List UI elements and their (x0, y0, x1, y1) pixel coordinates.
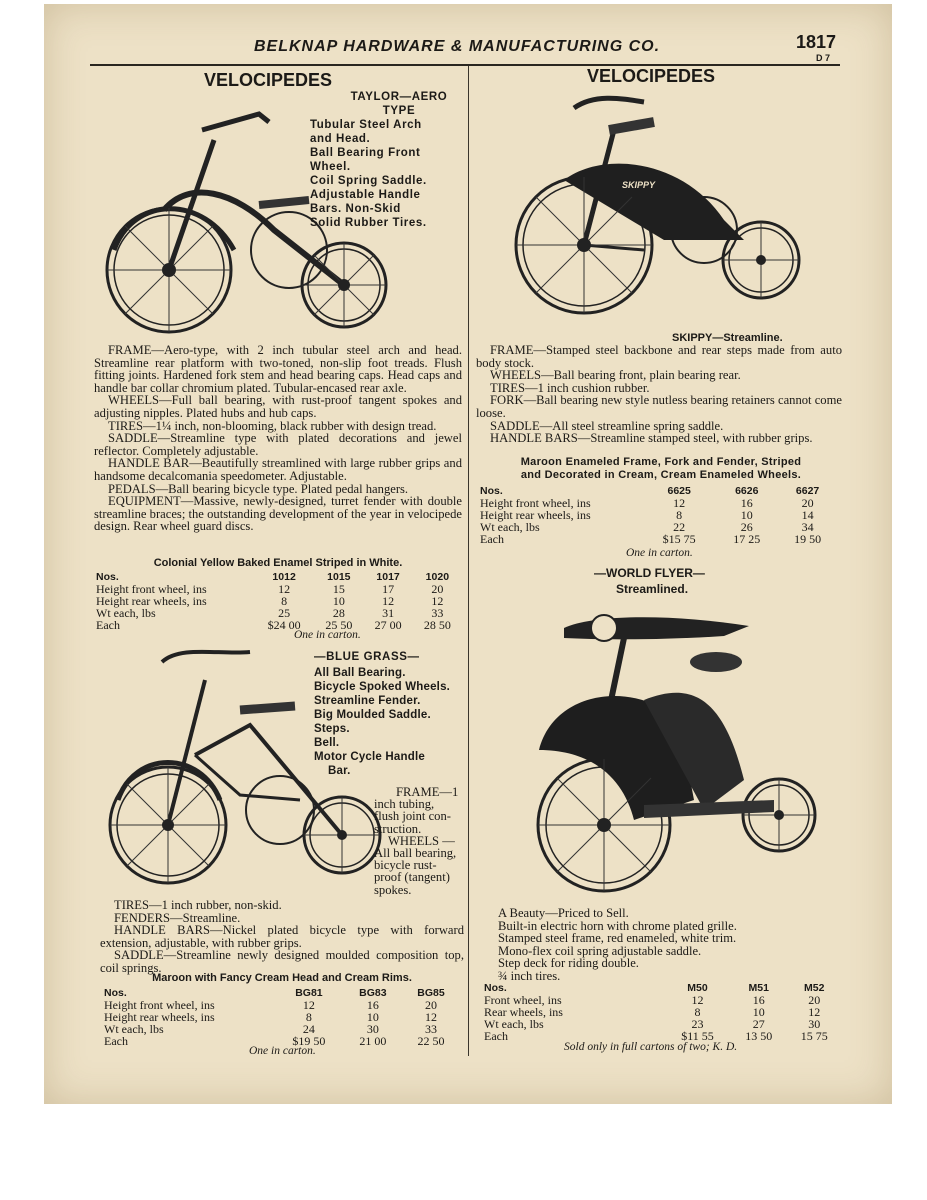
table-row: Nos. 6625 6626 6627 (480, 485, 820, 497)
page-number: 1817 (796, 32, 837, 52)
skippy-note: One in carton. (626, 547, 693, 559)
skippy-tricycle-illustration (514, 90, 804, 320)
taylor-price-table (96, 571, 462, 631)
table-row: Nos. BG81 BG83 BG85 (104, 987, 445, 999)
table-row: Each $11 55 13 50 15 75 (484, 1029, 828, 1043)
page-code: D 7 (816, 53, 831, 63)
table-row: Height rear wheels, ins 8 10 14 (480, 508, 814, 522)
table-row: Height front wheel, ins 12 16 20 (104, 998, 437, 1012)
table-row: Each $24 00 25 50 27 00 28 50 (96, 618, 451, 632)
world-flyer-tricycle-illustration (494, 600, 814, 905)
bluegrass-finish: Maroon with Fancy Cream Head and Cream Rims. (152, 972, 412, 984)
bluegrass-features: All Ball Bearing. Bicycle Spoked Wheels. Streamline Fender. Big Moulded Saddle. Steps. Bell. Motor Cycle Handle Bar. (314, 667, 451, 777)
taylor-features: Tubular Steel Arch and Head. Ball Bearing Front Wheel. Coil Spring Saddle. Adjustable Handle Bars. Non-Skid Solid Rubber Tires. (310, 119, 427, 229)
table-row: Wt each, lbs 24 30 33 (104, 1022, 437, 1036)
header-rule (90, 64, 840, 66)
company-header: BELKNAP HARDWARE & MANUFACTURING CO. (254, 38, 661, 55)
table-row: Height rear wheels, ins 8 10 12 (104, 1010, 437, 1024)
worldflyer-specs: A Beauty—Priced to Sell. Built-in electric horn with chrome plated grille. Stamped steel frame, red enameled, white trim. Mono-flex coil spring adjustable saddle. Step deck for riding double. ¾ inch tires. (498, 906, 737, 983)
worldflyer-note: Sold only in full cartons of two; K. D. (564, 1041, 738, 1053)
column-divider (468, 66, 469, 1056)
bluegrass-specs: TIRES—1 inch rubber, non-skid. FENDERS—Streamline. HANDLE BARS—Nickel plated bicycle type with forward extension, adjustable, with rubber grips. SADDLE—Streamline newly designed moulded composition top, coil springs. (100, 898, 464, 975)
taylor-specs: FRAME—Aero-type, with 2 inch tubular steel arch and head. Streamline rear platform with two-toned, non-slip foot treads. Flush fitting joints. Hardened fork stem and head bearing caps. Head caps and handle bar collar chromium plated. Tubular-encased rear axle. WHEELS—Full ball bearing, with rust-proof tangent spokes and adjusting nipples. Plated hubs and hub caps. TIRES—1¼ inch, non-blooming, black rubber with design tread. SADDLE—Streamline type with plated decorations and jewel reflector. Completely adjustable. HANDLE BAR—Beautifully streamlined with large rubber grips and handsome decalcomania speedometer. Adjustable. PEDALS—Ball bearing bicycle type. Plated pedal hangers. EQUIPMENT—Massive, newly-designed, turret fender with double streamline braces; the outstanding development of the year in velocipede design. Rear wheel guard discs. (94, 343, 462, 534)
table-row: Rear wheels, ins 8 10 12 (484, 1005, 821, 1019)
skippy-specs: FRAME—Stamped steel backbone and rear steps made from auto body stock. WHEELS—Ball bearing front, plain bearing rear. TIRES—1 inch cushion rubber. FORK—Ball bearing new style nutless bearing retainers cannot come loose. SADDLE—All steel streamline spring saddle. HANDLE BARS—Streamline stamped steel, with rubber grips. (476, 343, 842, 446)
taylor-note: One in carton. (294, 629, 361, 641)
bluegrass-title: —BLUE GRASS— (314, 651, 420, 663)
left-section-title: VELOCIPEDES (204, 70, 333, 90)
taylor-finish: Colonial Yellow Baked Enamel Striped in White. (153, 557, 403, 569)
table-row: Nos. M50 M51 M52 (484, 982, 825, 994)
taylor-title: TAYLOR—AERO TYPE (350, 91, 448, 117)
table-row: Wt each, lbs 23 27 30 (484, 1017, 821, 1031)
table-row: Height front wheel, ins 12 16 20 (480, 496, 814, 510)
table-row: Nos. 1012 1015 1017 1020 (96, 571, 450, 583)
table-row: Each $19 50 21 00 22 50 (104, 1034, 445, 1048)
catalog-page (44, 4, 892, 1104)
skippy-decal: SKIPPY (622, 180, 656, 190)
skippy-finish: Maroon Enameled Frame, Fork and Fender, Striped and Decorated in Cream, Cream Enameled Wheels. (520, 456, 802, 481)
right-section-title: VELOCIPEDES (587, 66, 716, 86)
table-row: Each $15 75 17 25 19 50 (480, 532, 822, 546)
worldflyer-title: —WORLD FLYER— (594, 566, 705, 580)
table-row: Height front wheel, ins 12 15 17 20 (96, 582, 444, 596)
bluegrass-side-specs: FRAME—1 inch tubing, flush joint con- struction. WHEELS — All ball bearing, bicycle rust- proof (tangent) spokes. (374, 785, 459, 897)
table-row: Wt each, lbs 25 28 31 33 (96, 606, 444, 620)
table-row: Wt each, lbs 22 26 34 (480, 520, 814, 534)
skippy-price-table (480, 485, 838, 545)
table-row: Height rear wheels, ins 8 10 12 12 (96, 594, 444, 608)
worldflyer-subtitle: Streamlined. (616, 582, 689, 596)
skippy-title: SKIPPY—Streamline. (672, 332, 783, 344)
table-row: Front wheel, ins 12 16 20 (484, 993, 821, 1007)
worldflyer-price-table (484, 982, 842, 1042)
bluegrass-price-table (104, 987, 460, 1047)
bluegrass-note: One in carton. (249, 1045, 316, 1057)
